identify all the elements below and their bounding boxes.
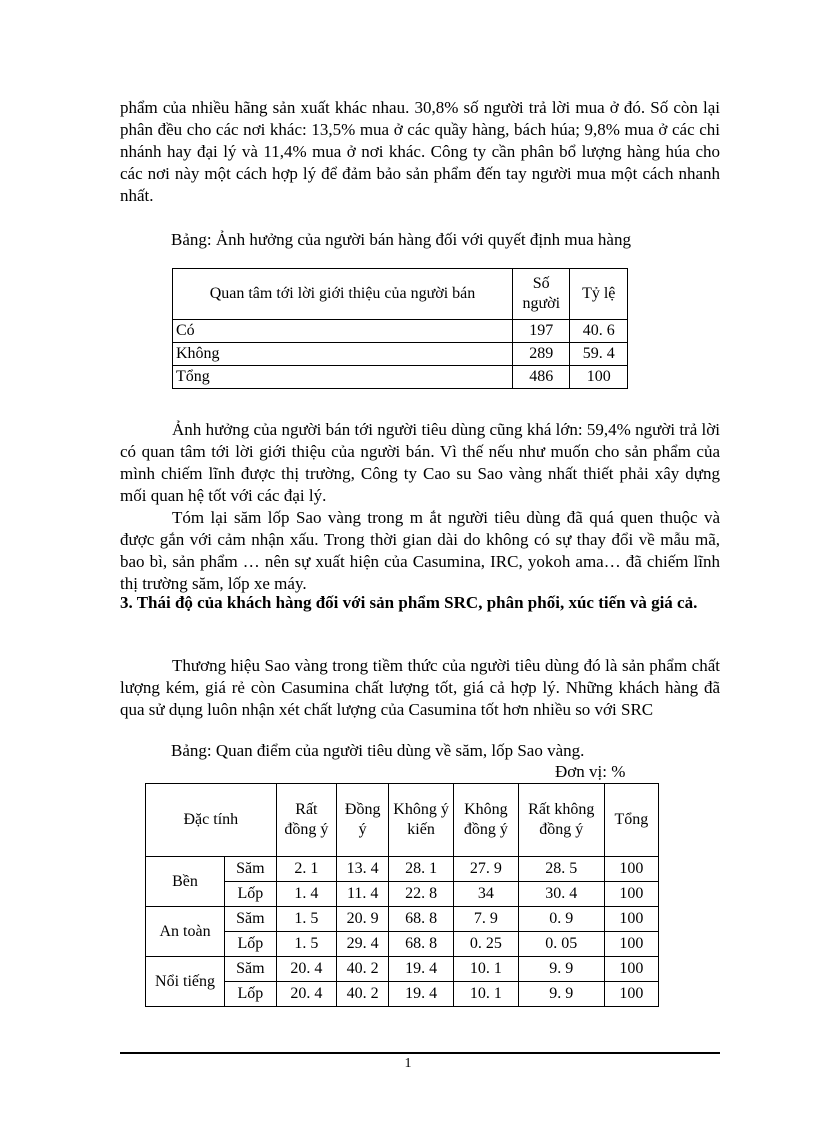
header-cell: Đồng ý (337, 784, 389, 857)
table1-caption: Bảng: Ảnh hưởng của người bán hàng đối với quyết định mua hàng (171, 230, 631, 249)
row-label: Có (173, 320, 513, 343)
table2-unit: Đơn vị: % (555, 762, 626, 781)
table-row (173, 320, 628, 343)
cell: 20. 4 (276, 957, 337, 982)
cell: 28. 5 (518, 857, 604, 882)
cell: 28. 1 (389, 857, 454, 882)
cell: 100 (604, 882, 658, 907)
cell: 7. 9 (453, 907, 518, 932)
table-row (146, 857, 659, 882)
paragraph-summary: Tóm lại săm lốp Sao vàng trong m ắt người tiêu dùng đã quá quen thuộc và được gắn với cảm nhận xấu. Trong thời gian dài do không có sự thay đổi về mẫu mã, bao bì, sản phẩm … nên sự xuất hiện của Casumina, IRC, yokoh ama… đã chiếm lĩnh thị trường săm, lốp xe máy. (120, 508, 720, 593)
table-row (173, 343, 628, 366)
cell: 2. 1 (276, 857, 337, 882)
consumer-opinion-table (145, 783, 659, 1007)
header-cell: Tổng (604, 784, 658, 857)
row-label: Không (173, 343, 513, 366)
cell: 0. 9 (518, 907, 604, 932)
cell: 100 (570, 366, 628, 389)
cell: 30. 4 (518, 882, 604, 907)
cell: 40. 6 (570, 320, 628, 343)
cell: 20. 9 (337, 907, 389, 932)
table-header-row (146, 784, 659, 857)
cell: 100 (604, 982, 658, 1007)
page-number: 1 (404, 1056, 412, 1071)
type-label: Săm (225, 857, 277, 882)
group-label: Bền (146, 857, 225, 907)
cell: 19. 4 (389, 982, 454, 1007)
cell: 1. 4 (276, 882, 337, 907)
cell: 19. 4 (389, 957, 454, 982)
cell: 100 (604, 907, 658, 932)
cell: 20. 4 (276, 982, 337, 1007)
cell: 68. 8 (389, 907, 454, 932)
cell: 10. 1 (453, 982, 518, 1007)
cell: 27. 9 (453, 857, 518, 882)
group-label: An toàn (146, 907, 225, 957)
header-cell: Rất đồng ý (276, 784, 337, 857)
type-label: Lốp (225, 882, 277, 907)
footer-divider (120, 1052, 720, 1054)
cell: 9. 9 (518, 957, 604, 982)
type-label: Lốp (225, 982, 277, 1007)
paragraph-seller-influence: Ảnh hưởng của người bán tới người tiêu dùng cũng khá lớn: 59,4% người trả lời có quan tâm tới lời giới thiệu của người bán. Vì thế nếu như muốn cho sản phẩm của mình chiếm lĩnh được thị trường, Công ty Cao su Sao vàng nhất thiết phải xây dựng mối quan hệ tốt với các đại lý. (120, 420, 720, 505)
cell: 40. 2 (337, 957, 389, 982)
header-cell: Số người (512, 269, 570, 320)
header-cell: Không đồng ý (453, 784, 518, 857)
cell: 22. 8 (389, 882, 454, 907)
header-cell: Không ý kiến (389, 784, 454, 857)
cell: 9. 9 (518, 982, 604, 1007)
table2-caption: Bảng: Quan điểm của người tiêu dùng về săm, lốp Sao vàng. (171, 741, 585, 760)
cell: 486 (512, 366, 570, 389)
type-label: Săm (225, 907, 277, 932)
seller-influence-table (172, 268, 628, 389)
paragraph-brand-perception: Thương hiệu Sao vàng trong tiềm thức của người tiêu dùng đó là sản phẩm chất lượng kém, giá rẻ còn Casumina chất lượng tốt, giá cả hợp lý. Những khách hàng đã qua sử dụng luôn nhận xét chất lượng của Casumina tốt hơn nhiều so với SRC (120, 656, 720, 719)
cell: 11. 4 (337, 882, 389, 907)
group-label: Nổi tiếng (146, 957, 225, 1007)
table-row (173, 366, 628, 389)
cell: 59. 4 (570, 343, 628, 366)
type-label: Săm (225, 957, 277, 982)
cell: 68. 8 (389, 932, 454, 957)
type-label: Lốp (225, 932, 277, 957)
cell: 197 (512, 320, 570, 343)
header-cell: Rất không đồng ý (518, 784, 604, 857)
paragraph-intro: phẩm của nhiều hãng sản xuất khác nhau. 30,8% số người trả lời mua ở đó. Số còn lại phân đều cho các nơi khác: 13,5% mua ở các quầy hàng, bách húa; 9,8% mua ở các chi nhánh hay đại lý và 11,4% mua ở nơi khác. Công ty cần phân bổ lượng hàng húa cho các nơi này một cách hợp lý để đảm bảo sản phẩm đến tay người mua một cách nhanh nhất. (120, 98, 720, 205)
cell: 1. 5 (276, 932, 337, 957)
cell: 1. 5 (276, 907, 337, 932)
cell: 29. 4 (337, 932, 389, 957)
cell: 100 (604, 932, 658, 957)
row-label: Tổng (173, 366, 513, 389)
table-row (146, 957, 659, 982)
cell: 34 (453, 882, 518, 907)
cell: 0. 05 (518, 932, 604, 957)
cell: 100 (604, 957, 658, 982)
table-header-row (173, 269, 628, 320)
cell: 0. 25 (453, 932, 518, 957)
header-cell: Đặc tính (146, 784, 277, 857)
header-cell: Quan tâm tới lời giới thiệu của người bán (173, 269, 513, 320)
cell: 40. 2 (337, 982, 389, 1007)
table-row (146, 907, 659, 932)
cell: 100 (604, 857, 658, 882)
cell: 10. 1 (453, 957, 518, 982)
cell: 13. 4 (337, 857, 389, 882)
header-cell: Tỷ lệ (570, 269, 628, 320)
section-heading: 3. Thái độ của khách hàng đối với sản phẩm SRC, phân phối, xúc tiến và giá cả. (120, 593, 698, 612)
cell: 289 (512, 343, 570, 366)
